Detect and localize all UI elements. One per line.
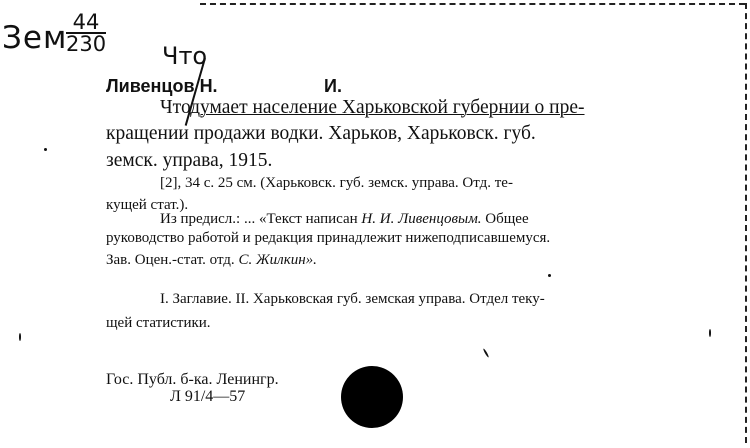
library-name: Гос. Публ. б-ка. Ленингр. [106, 371, 279, 388]
handwritten-note: Что [162, 42, 208, 70]
speck [548, 274, 551, 277]
speck [709, 329, 711, 337]
fraction-top: 44 [66, 12, 106, 34]
physical-description-1: [2], 34 с. 25 см. (Харьковск. губ. земск. управа. Отд. те- [160, 175, 513, 191]
speck [19, 333, 21, 341]
author-surname: Ливенцов [106, 76, 195, 96]
title-line-2: кращении продажи водки. Харьков, Харьковск. губ. [106, 123, 536, 144]
card-top-edge [200, 3, 745, 5]
title-prefix: Что [160, 97, 191, 118]
preface-text-1b: Общее [481, 211, 529, 227]
preface-line-3 [106, 252, 317, 269]
fraction-bottom: 230 [66, 32, 107, 56]
speck [44, 148, 47, 151]
shelfmark: Л 91/4—57 [170, 388, 246, 405]
card-punch-hole [341, 366, 403, 428]
title-text: думает население Харьковской губернии о пре- [190, 97, 585, 118]
author-heading [106, 76, 342, 97]
author-initial-1: Н. [199, 76, 218, 96]
card-right-edge [745, 3, 747, 443]
tracing-line-1: I. Заглавие. II. Харьковская губ. земская управа. Отдел теку- [160, 291, 545, 307]
title-line-3: земск. управа, 1915. [106, 150, 273, 171]
preface-text-1a: Из предисл.: ... «Текст написан [160, 211, 362, 227]
speck [483, 348, 490, 358]
preface-author-name: Н. И. Ливенцовым. [361, 211, 482, 227]
tracing-line-2: щей статистики. [106, 315, 211, 331]
preface-line-1 [160, 211, 529, 228]
preface-text-3a: Зав. Оцен.-стат. отд. [106, 252, 239, 268]
preface-line-2: руководство работой и редакция принадлежит нижеподписавшемуся. [106, 230, 551, 246]
author-initial-2: И. [324, 76, 342, 96]
title-line-1 [160, 97, 585, 119]
preface-signatory: С. Жилкин». [238, 252, 317, 268]
handwritten-fraction [66, 12, 106, 54]
handwritten-code: Зем [2, 20, 68, 56]
physical-description-2: кущей стат.). [106, 197, 189, 213]
